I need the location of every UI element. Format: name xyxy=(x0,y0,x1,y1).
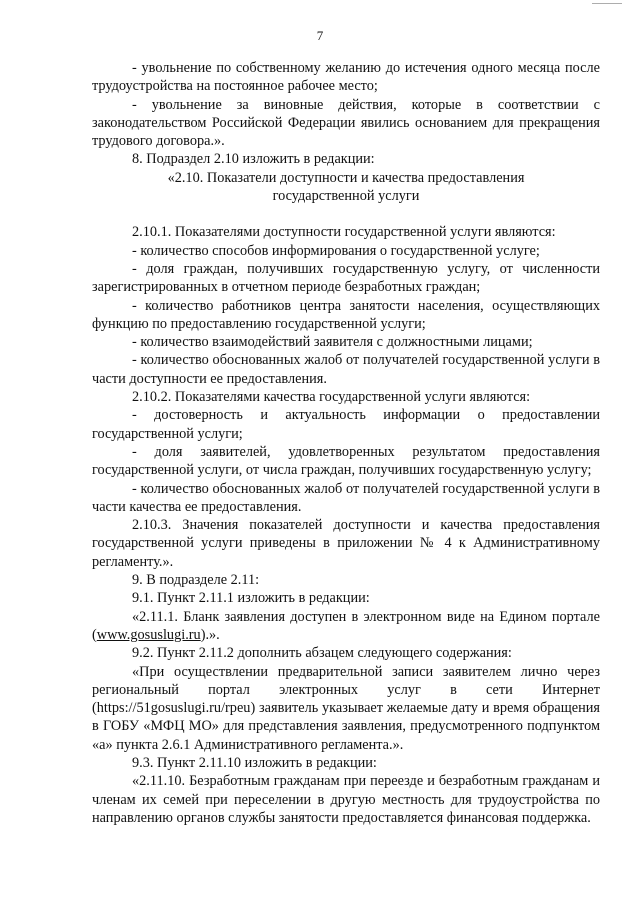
paragraph: 8. Подраздел 2.10 изложить в редакции: xyxy=(132,151,375,168)
paragraph: - количество работников центра занятости населения, осуществляющих функцию по предоставлению государственной услуги; xyxy=(92,297,600,332)
paragraph: - доля заявителей, удовлетворенных результатом предоставления государственной услуги, от числа граждан, получивших государственную услугу; xyxy=(92,443,600,479)
paragraph: 9.1. Пункт 2.11.1 изложить в редакции: xyxy=(132,590,370,607)
page-number: 7 xyxy=(316,28,324,43)
paragraph xyxy=(92,608,600,645)
paragraph-text: ).». xyxy=(200,626,220,643)
paragraph: «При осуществлении предварительной записи заявителем лично через региональный портал электронных услуг в сети Интернет (https://51gosuslugi.ru/rpeu) заявитель указывает желаемые дату и время обращения в ГОБУ «МФЦ МО» для представления заявления, предусмотренного подпунктом «а» пункта 2.6.1 Административного регламента.». xyxy=(92,663,600,753)
paragraph-text: «2.11.1. Бланк заявления доступен в электронном виде на Едином портале ( xyxy=(92,608,600,643)
paragraph: 9.3. Пункт 2.11.10 изложить в редакции: xyxy=(132,754,377,771)
section-heading-line: государственной услуги xyxy=(272,188,420,205)
paragraph: - увольнение по собственному желанию до истечения одного месяца после трудоустройства на постоянное рабочее место; xyxy=(92,60,600,95)
section-heading-line: «2.10. Показатели доступности и качества предоставления xyxy=(167,169,525,186)
scan-corner-mark xyxy=(592,0,622,4)
paragraph: - количество обоснованных жалоб от получателей государственной услуги в части доступности ее предоставления. xyxy=(92,352,600,387)
paragraph: - доля граждан, получивших государственную услугу, от численности зарегистрированных в отчетном периоде безработных граждан; xyxy=(92,260,600,296)
document-body xyxy=(92,59,600,827)
paragraph: «2.11.10. Безработным гражданам при переезде и безработным гражданам и членам их семей при переселении в другую местность для трудоустройства по направлению органов службы занятости предоставляется финансовая поддержка. xyxy=(92,773,600,826)
paragraph: - увольнение за виновные действия, которые в соответствии с законодательством Российской Федерации явились основанием для прекращения трудового договора.». xyxy=(92,96,600,150)
paragraph: 9.2. Пункт 2.11.2 дополнить абзацем следующего содержания: xyxy=(132,645,512,662)
paragraph: - достоверность и актуальность информации о предоставлении государственной услуги; xyxy=(92,407,600,442)
paragraph: 2.10.1. Показателями доступности государственной услуги являются: xyxy=(132,224,556,241)
paragraph: - количество взаимодействий заявителя с должностными лицами; xyxy=(132,334,533,351)
paragraph: 2.10.3. Значения показателей доступности и качества предоставления государственной услуги приведены в приложении № 4 к Административному регламенту.». xyxy=(92,517,600,570)
paragraph: 2.10.2. Показателями качества государственной услуги являются: xyxy=(132,389,531,406)
paragraph: 9. В подразделе 2.11: xyxy=(132,572,260,589)
paragraph: - количество способов информирования о государственной услуге; xyxy=(132,242,540,259)
portal-link[interactable]: www.gosuslugi.ru xyxy=(96,626,201,643)
paragraph: - количество обоснованных жалоб от получателей государственной услуги в части качества ее предоставления. xyxy=(92,480,600,515)
